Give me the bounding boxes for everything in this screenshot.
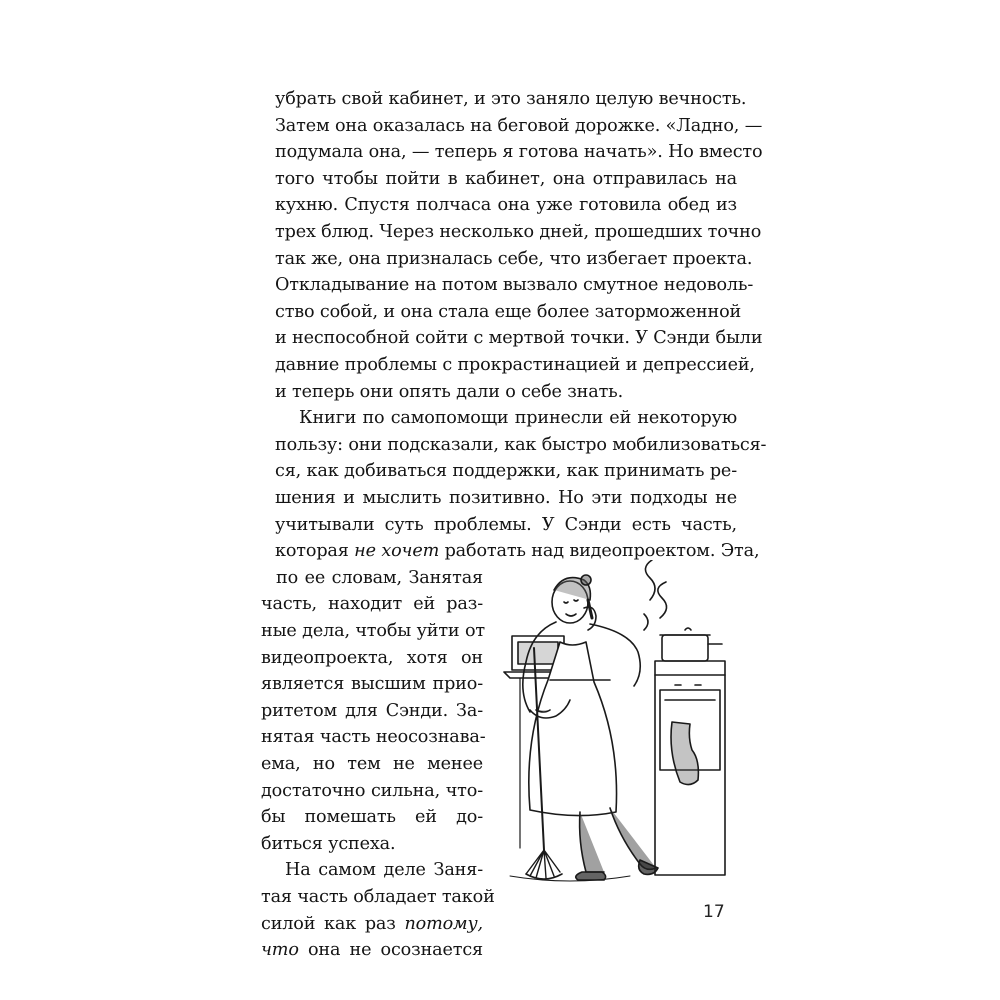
text-line: убрать свой кабинет, и это заняло целую вечность. <box>275 89 747 109</box>
text-line: кухню. Спустя полчаса она уже готовила обед из <box>275 195 737 216</box>
text-line: видеопроекта, хотя он <box>261 647 483 668</box>
text-line: ся, как добиваться поддержки, как принимать ре- <box>275 461 737 482</box>
text-line: того чтобы пойти в кабинет, она отправилась на <box>275 168 737 189</box>
text-line: тая часть обладает такой <box>261 887 495 907</box>
text-line: ритетом для Сэнди. За- <box>261 700 483 721</box>
text-line: трех блюд. Через несколько дней, прошедших точно <box>275 222 762 242</box>
text-line: так же, она призналась себе, что избегает проекта. <box>275 248 753 269</box>
text-line: шения и мыслить позитивно. Но эти подходы не <box>275 488 737 508</box>
text-run: работать над видеопроектом. Эта, <box>439 541 760 562</box>
text-line: давние проблемы с прокрастинацией и депрессией, <box>275 355 755 375</box>
text-line: учитывали суть проблемы. У Сэнди есть часть, <box>275 514 737 535</box>
emphasis: потому, <box>404 913 483 934</box>
text-run: силой как раз <box>261 913 405 934</box>
woman-cooking-illustration <box>500 560 740 885</box>
text-line: ство собой, и она стала еще более заторможенной <box>275 301 742 322</box>
text-line: по ее словам, Занятая <box>276 567 483 588</box>
text-line <box>261 937 483 964</box>
text-line: Затем она оказалась на беговой дорожке. «Ладно, — <box>275 115 763 136</box>
text-run: она не осознается <box>298 940 483 961</box>
text-line: и теперь они опять дали о себе знать. <box>275 381 624 402</box>
text-line: Откладывание на потом вызвало смутное недоволь- <box>275 275 754 296</box>
text-line: достаточно сильна, что- <box>261 780 483 801</box>
text-line: На самом деле Заня- <box>285 860 483 881</box>
text-line: пользу: они подсказали, как быстро мобилизоваться- <box>275 434 767 455</box>
text-line: и неспособной сойти с мертвой точки. У Сэнди были <box>275 328 763 349</box>
page-number: 17 <box>703 902 725 922</box>
text-line: часть, находит ей раз- <box>261 594 483 615</box>
emphasis: не хочет <box>354 541 440 562</box>
emphasis: что <box>261 940 299 961</box>
text-line: бы помешать ей до- <box>261 807 483 828</box>
text-run: которая <box>275 541 355 562</box>
text-line: Книги по самопомощи принесли ей некоторую <box>299 408 737 429</box>
text-line: биться успеха. <box>261 833 396 854</box>
text-line: ема, но тем не менее <box>261 754 483 774</box>
text-line: нятая часть неосознава- <box>261 727 486 748</box>
text-line: ные дела, чтобы уйти от <box>261 621 485 641</box>
text-line: подумала она, — теперь я готова начать». Но вместо <box>275 142 763 163</box>
text-line: является высшим прио- <box>261 674 483 695</box>
text-line <box>261 911 483 938</box>
